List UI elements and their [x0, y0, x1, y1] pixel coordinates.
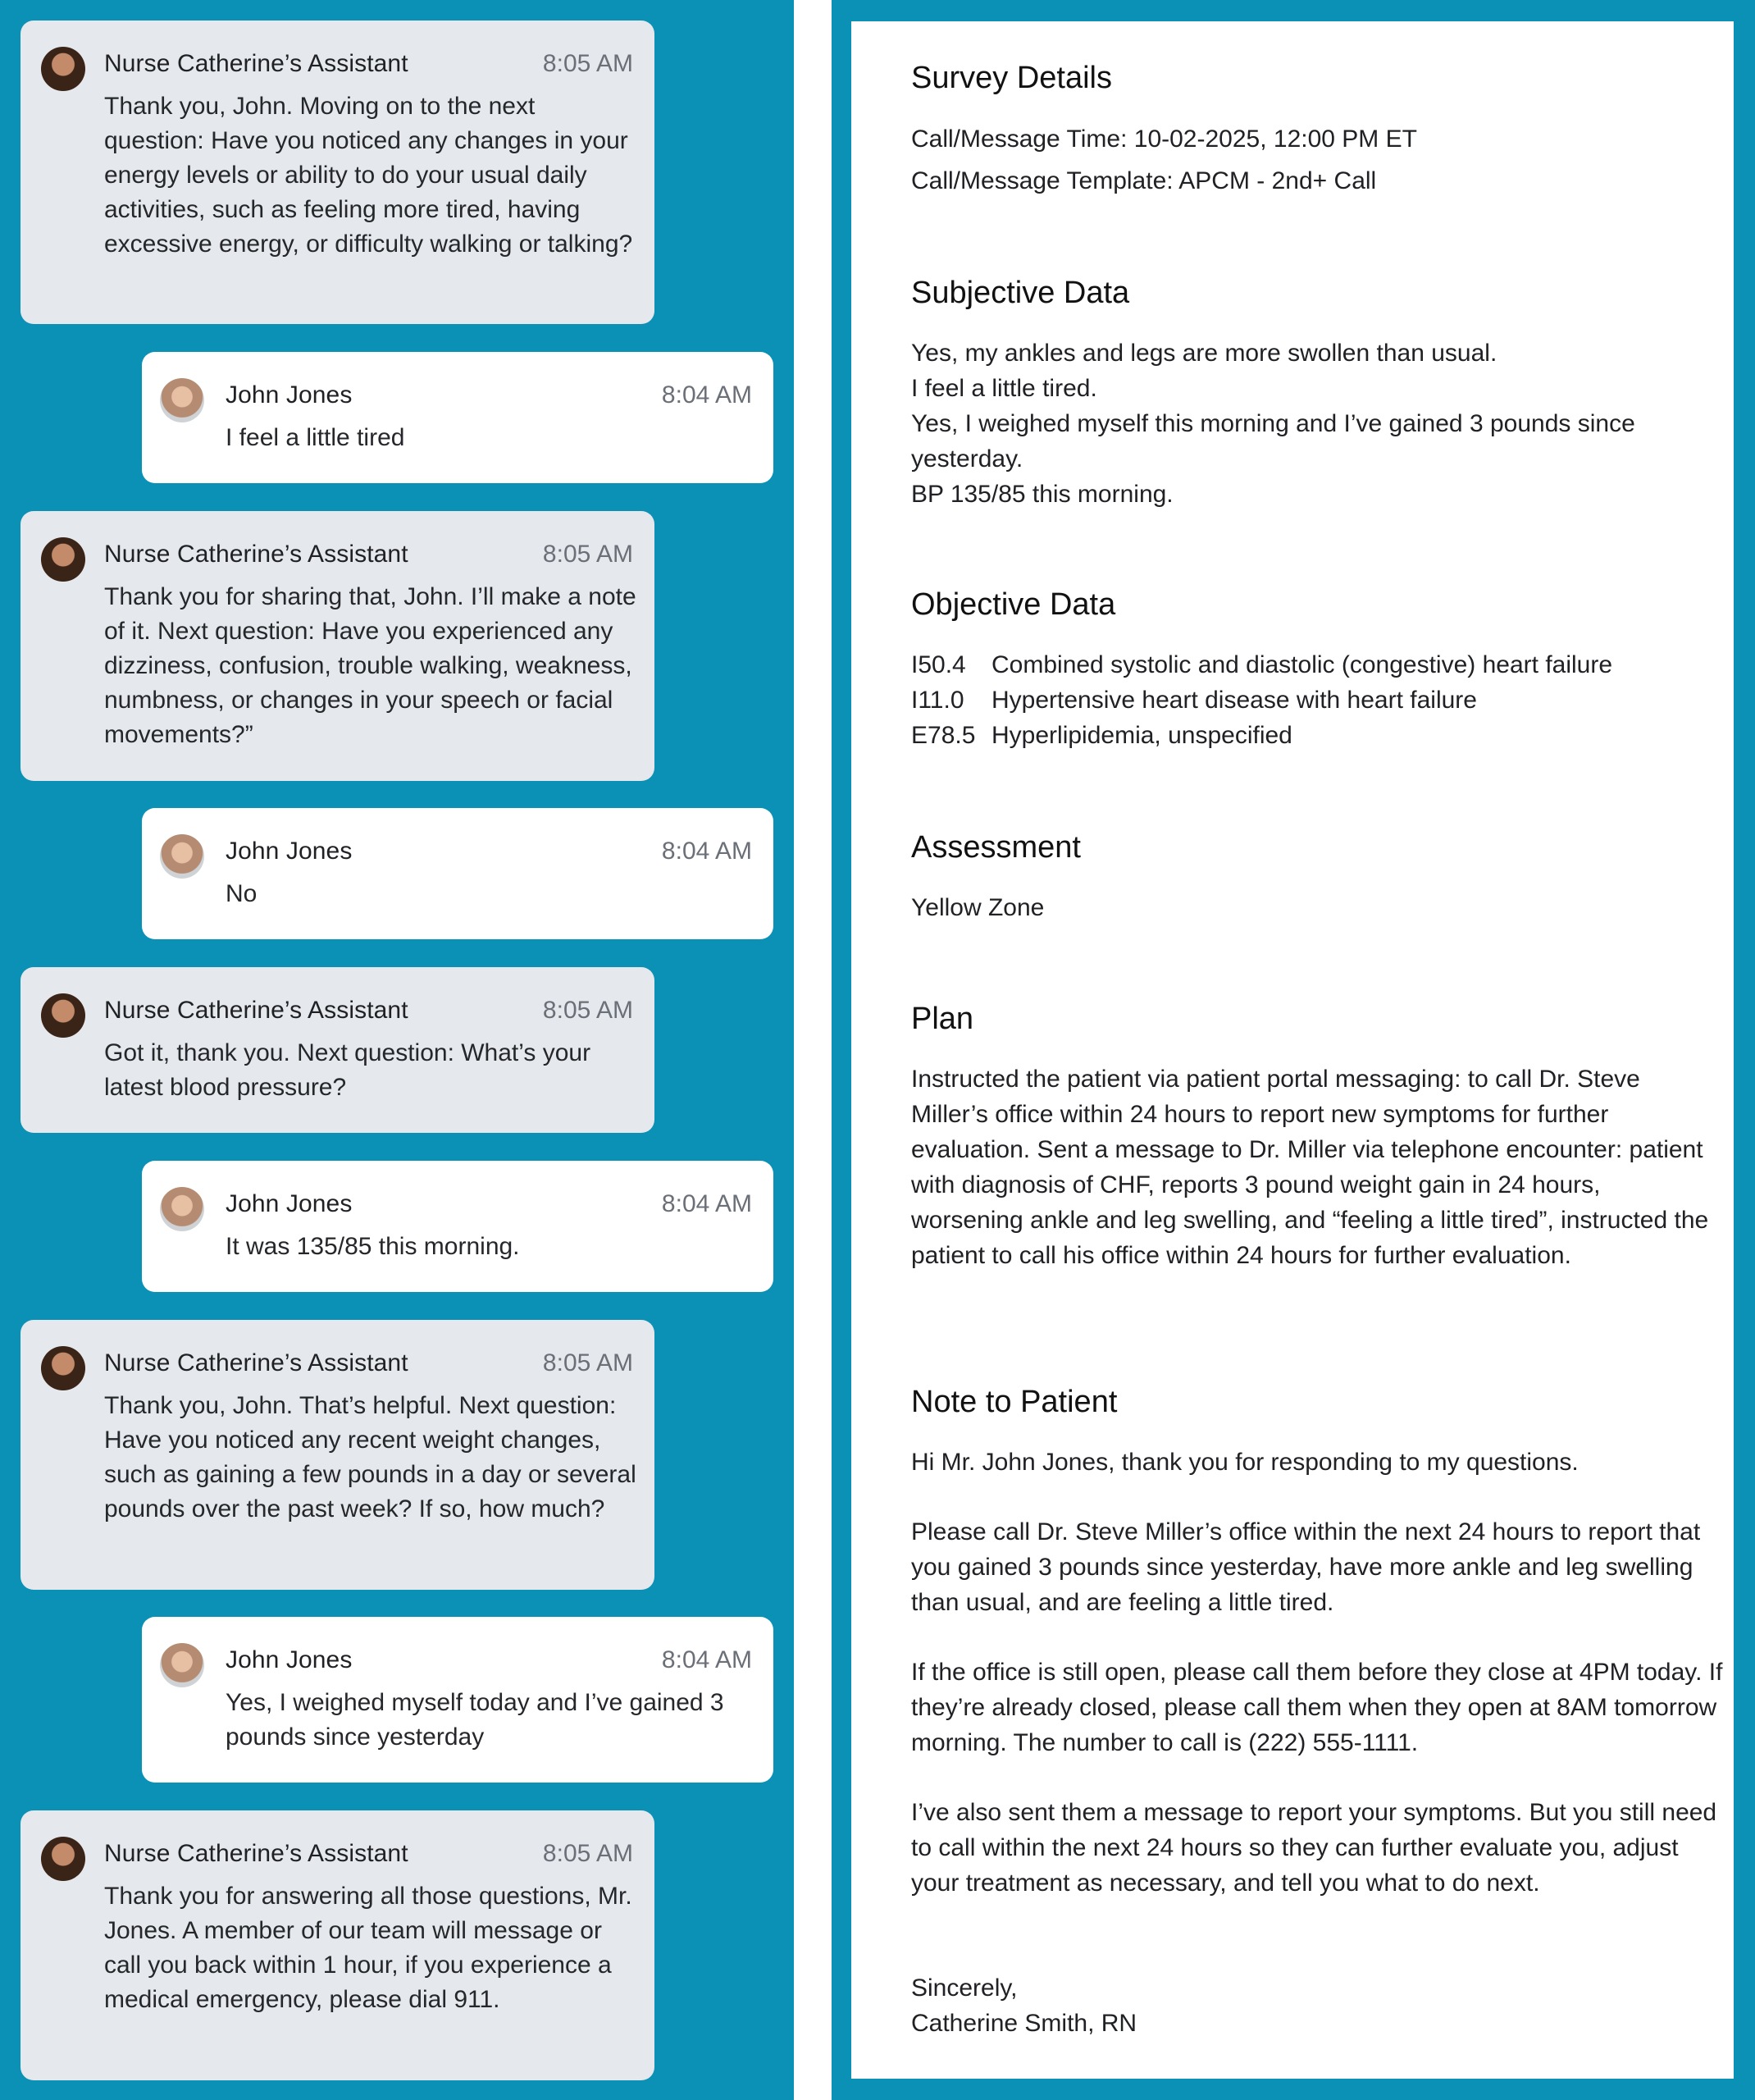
- assistant-message: [21, 967, 654, 1133]
- message-text: It was 135/85 this morning.: [226, 1233, 520, 1260]
- subjective-body: Yes, my ankles and legs are more swollen than usual. I feel a little tired. Yes, I weighed myself this morning and I’ve gained 3 pounds since yesterday. BP 135/85 this morning.: [911, 340, 1635, 508]
- call-template: Call/Message Template: APCM - 2nd+ Call: [911, 167, 1377, 194]
- diagnosis-code: I50.4: [911, 651, 966, 678]
- message-sender: Nurse Catherine’s Assistant: [104, 997, 408, 1024]
- message-time: 8:04 AM: [661, 1190, 752, 1217]
- message-time: 8:05 AM: [542, 50, 633, 77]
- note-signature: Catherine Smith, RN: [911, 2010, 1137, 2037]
- message-sender: John Jones: [226, 838, 353, 865]
- message-sender: Nurse Catherine’s Assistant: [104, 541, 408, 568]
- message-time: 8:05 AM: [542, 541, 633, 568]
- message-text: Thank you, John. Moving on to the next question: Have you noticed any changes in your energy levels or ability to do your usual daily activities, such as feeling more tired, having excessive energy, or difficulty walking or talking?: [104, 93, 633, 258]
- message-sender: Nurse Catherine’s Assistant: [104, 1349, 408, 1376]
- assistant-avatar: [41, 47, 85, 91]
- diagnosis-row: [911, 682, 1715, 718]
- assistant-avatar: [41, 1837, 85, 1881]
- patient-message: [142, 1617, 773, 1783]
- message-sender: John Jones: [226, 381, 353, 409]
- note-paragraph: If the office is still open, please call them before they close at 4PM today. If they’re already closed, please call them when they open at 8AM tomorrow morning. The number to call is (222) 555-1111.: [911, 1659, 1723, 1756]
- objective-codes: [911, 647, 1715, 753]
- diagnosis-desc: Hypertensive heart disease with heart failure: [991, 687, 1477, 714]
- note-paragraph: I’ve also sent them a message to report your symptoms. But you still need to call within the next 24 hours so they can further evaluate you, adjust your treatment as necessary, and tell you what to do next.: [911, 1799, 1717, 1897]
- message-sender: John Jones: [226, 1646, 353, 1673]
- survey-card: [851, 21, 1734, 2079]
- assessment-title: Assessment: [911, 830, 1081, 865]
- message-sender: Nurse Catherine’s Assistant: [104, 1840, 408, 1867]
- assessment-body: Yellow Zone: [911, 894, 1045, 921]
- message-text: Thank you for sharing that, John. I’ll make a note of it. Next question: Have you experienced any dizziness, confusion, trouble walking, weakness, numbness, or changes in your speech or facial movements?”: [104, 583, 636, 748]
- assistant-message: [21, 1810, 654, 2080]
- message-sender: Nurse Catherine’s Assistant: [104, 50, 408, 77]
- diagnosis-desc: Hyperlipidemia, unspecified: [991, 722, 1292, 749]
- assistant-message: [21, 511, 654, 781]
- assistant-message: [21, 1320, 654, 1590]
- subjective-title: Subjective Data: [911, 276, 1130, 310]
- note-greeting: Hi Mr. John Jones, thank you for responding to my questions.: [911, 1449, 1579, 1476]
- patient-message: [142, 808, 773, 939]
- survey-details-title: Survey Details: [911, 61, 1112, 95]
- message-text: No: [226, 880, 258, 907]
- chat-panel: [0, 0, 794, 2100]
- note-paragraph: Please call Dr. Steve Miller’s office within the next 24 hours to report that you gained 3 pounds since yesterday, have more ankle and leg swelling than usual, and are feeling a little tired.: [911, 1518, 1701, 1616]
- objective-title: Objective Data: [911, 587, 1116, 622]
- message-time: 8:04 AM: [661, 1646, 752, 1673]
- diagnosis-desc: Combined systolic and diastolic (congestive) heart failure: [991, 651, 1613, 678]
- patient-avatar: [160, 1187, 204, 1231]
- note-title: Note to Patient: [911, 1385, 1118, 1419]
- patient-avatar: [160, 378, 204, 422]
- message-text: Got it, thank you. Next question: What’s your latest blood pressure?: [104, 1039, 591, 1101]
- message-time: 8:04 AM: [661, 838, 752, 865]
- message-time: 8:04 AM: [661, 381, 752, 409]
- message-time: 8:05 AM: [542, 997, 633, 1024]
- panel-divider: [794, 0, 832, 2100]
- survey-panel: [832, 0, 1755, 2100]
- call-time: Call/Message Time: 10-02-2025, 12:00 PM ET: [911, 126, 1417, 153]
- assistant-avatar: [41, 537, 85, 582]
- diagnosis-code: E78.5: [911, 722, 976, 749]
- diagnosis-row: [911, 718, 1715, 753]
- patient-message: [142, 352, 773, 483]
- message-text: Yes, I weighed myself today and I’ve gained 3 pounds since yesterday: [226, 1689, 724, 1751]
- message-time: 8:05 AM: [542, 1840, 633, 1867]
- plan-title: Plan: [911, 1002, 974, 1036]
- patient-avatar: [160, 834, 204, 879]
- assistant-avatar: [41, 993, 85, 1038]
- assistant-message: [21, 21, 654, 324]
- message-time: 8:05 AM: [542, 1349, 633, 1376]
- patient-message: [142, 1161, 773, 1292]
- diagnosis-row: [911, 647, 1715, 682]
- message-sender: John Jones: [226, 1190, 353, 1217]
- plan-body: Instructed the patient via patient portal messaging: to call Dr. Steve Miller’s office within 24 hours to report new symptoms for further evaluation. Sent a message to Dr. Miller via telephone encounter: patient with diagnosis of CHF, reports 3 pound weight gain in 24 hours, worsening ankle and leg swelling, and “feeling a little tired”, instructed the patient to call his office within 24 hours for further evaluation.: [911, 1066, 1709, 1269]
- message-text: Thank you, John. That’s helpful. Next question: Have you noticed any recent weight changes, such as gaining a few pounds in a day or several pounds over the past week? If so, how much?: [104, 1392, 636, 1522]
- message-text: Thank you for answering all those questions, Mr. Jones. A member of our team will message or call you back within 1 hour, if you experience a medical emergency, please dial 911.: [104, 1883, 632, 2013]
- diagnosis-code: I11.0: [911, 687, 964, 714]
- patient-avatar: [160, 1643, 204, 1687]
- message-text: I feel a little tired: [226, 424, 405, 451]
- assistant-avatar: [41, 1346, 85, 1390]
- note-closing: Sincerely,: [911, 1974, 1018, 2002]
